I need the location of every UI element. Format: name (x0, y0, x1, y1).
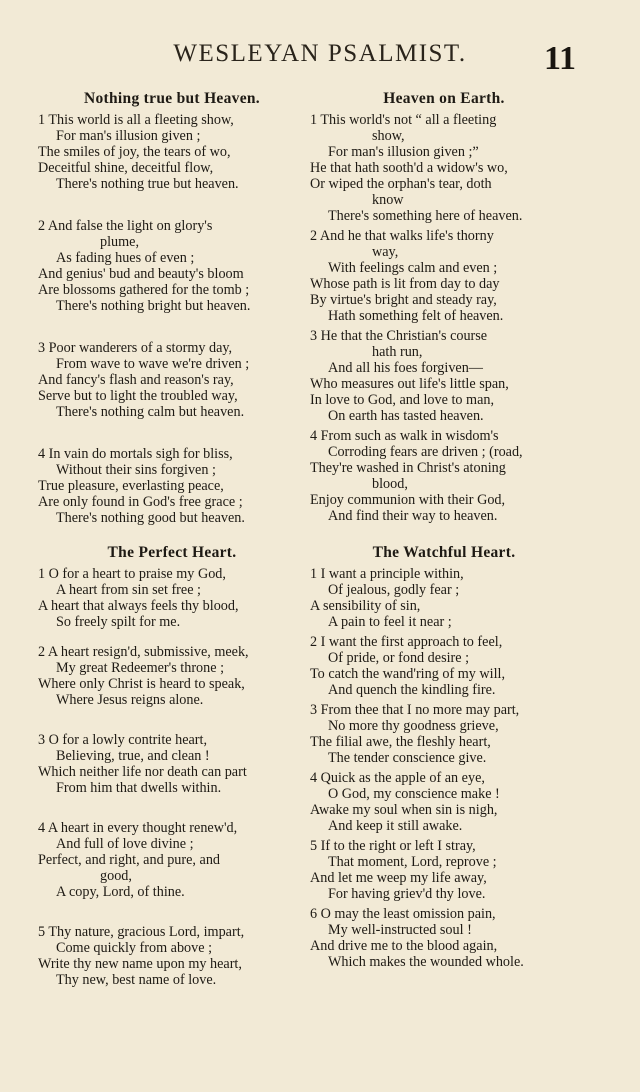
verse-line: 1 I want a principle within, (310, 566, 464, 582)
verse-line: 5 If to the right or left I stray, (310, 838, 476, 854)
hymn-title: The Watchful Heart. (372, 544, 516, 561)
verse-line: A heart that always feels thy blood, (38, 598, 239, 614)
verse-line: And keep it still awake. (328, 818, 463, 834)
stanza (310, 228, 578, 324)
verse-line: From him that dwells within. (56, 780, 222, 796)
verse-line: For having griev'd thy love. (328, 886, 486, 902)
verse-line: That moment, Lord, reprove ; (328, 854, 497, 870)
verse-line: A heart from sin set free ; (56, 582, 201, 598)
verse-line: Or wiped the orphan's tear, doth (310, 176, 492, 192)
verse-line: And all his foes forgiven— (328, 360, 483, 376)
verse-line: They're washed in Christ's atoning (310, 460, 506, 476)
stanza (310, 838, 578, 902)
verse-line: And full of love divine ; (56, 836, 194, 852)
verse-line: 1 O for a heart to praise my God, (38, 566, 226, 582)
stanza (38, 820, 306, 900)
stanza (310, 702, 578, 766)
verse-line: 3 Poor wanderers of a stormy day, (38, 340, 233, 356)
stanza (38, 218, 306, 314)
stanza (310, 634, 578, 698)
verse-line: Enjoy communion with their God, (310, 492, 506, 508)
verse-line: No more thy goodness grieve, (328, 718, 499, 734)
stanza (310, 428, 578, 524)
verse-line: 4 From such as walk in wisdom's (310, 428, 499, 444)
verse-line: For man's illusion given ; (56, 128, 201, 144)
verse-line: hath run, (372, 344, 423, 360)
verse-line: Whose path is lit from day to day (310, 276, 500, 292)
verse-line: From wave to wave we're driven ; (56, 356, 250, 372)
verse-line: plume, (100, 234, 140, 250)
verse-line: show, (372, 128, 405, 144)
verse-line: 4 Quick as the apple of an eye, (310, 770, 485, 786)
verse-line: way, (372, 244, 399, 260)
verse-line: And quench the kindling fire. (328, 682, 496, 698)
verse-line: O God, my conscience make ! (328, 786, 500, 802)
verse-line: 3 From thee that I no more may part, (310, 702, 520, 718)
verse-line: For man's illusion given ;” (328, 144, 479, 160)
verse-line: Of jealous, godly fear ; (328, 582, 460, 598)
stanza (38, 566, 306, 630)
hymn-the-watchful-heart (310, 542, 578, 970)
verse-line: A pain to feel it near ; (328, 614, 452, 630)
verse-line: Believing, true, and clean ! (56, 748, 210, 764)
stanza (310, 112, 578, 224)
verse-line: My great Redeemer's throne ; (56, 660, 225, 676)
stanza (38, 446, 306, 526)
verse-line: There's nothing good but heaven. (56, 510, 245, 526)
verse-line: 1 This world's not “ all a fleeting (310, 112, 497, 128)
verse-line: There's nothing true but heaven. (56, 176, 239, 192)
hymn-the-perfect-heart (38, 542, 306, 988)
hymn-title: The Perfect Heart. (107, 544, 237, 561)
verse-line: Where only Christ is heard to speak, (38, 676, 245, 692)
hymn-title: Nothing true but Heaven. (84, 90, 260, 107)
verse-line: 2 I want the first approach to feel, (310, 634, 503, 650)
verse-line: On earth has tasted heaven. (328, 408, 484, 424)
verse-line: So freely spilt for me. (56, 614, 181, 630)
running-title: WESLEYAN PSALMIST. (173, 40, 467, 67)
verse-line: In love to God, and love to man, (310, 392, 495, 408)
verse-line: The tender conscience give. (328, 750, 487, 766)
verse-line: good, (100, 868, 132, 884)
verse-line: A sensibility of sin, (310, 598, 421, 614)
stanza (310, 566, 578, 630)
stanza (38, 112, 306, 192)
verse-line: He that hath sooth'd a widow's wo, (310, 160, 508, 176)
verse-line: know (372, 192, 404, 208)
verse-line: 2 And false the light on glory's (38, 218, 213, 234)
verse-line: Awake my soul when sin is nigh, (310, 802, 498, 818)
verse-line: Write thy new name upon my heart, (38, 956, 242, 972)
stanza (38, 340, 306, 420)
verse-line: My well-instructed soul ! (328, 922, 472, 938)
verse-line: blood, (372, 476, 408, 492)
verse-line: There's nothing calm but heaven. (56, 404, 245, 420)
verse-line: A copy, Lord, of thine. (56, 884, 185, 900)
verse-line: Perfect, and right, and pure, and (38, 852, 221, 868)
verse-line: With feelings calm and even ; (328, 260, 498, 276)
stanza (310, 770, 578, 834)
stanza (38, 644, 306, 708)
hymn-nothing-true-but-heaven (38, 88, 306, 526)
stanza (310, 906, 578, 970)
verse-line: True pleasure, everlasting peace, (38, 478, 224, 494)
verse-line: Without their sins forgiven ; (56, 462, 216, 478)
stanza (38, 924, 306, 988)
verse-line: The smiles of joy, the tears of wo, (38, 144, 231, 160)
verse-line: 6 O may the least omission pain, (310, 906, 496, 922)
verse-line: 1 This world is all a fleeting show, (38, 112, 234, 128)
verse-line: And genius' bud and beauty's bloom (38, 266, 244, 282)
verse-line: 3 He that the Christian's course (310, 328, 488, 344)
verse-line: There's nothing bright but heaven. (56, 298, 251, 314)
verse-line: 4 A heart in every thought renew'd, (38, 820, 238, 836)
verse-line: Which makes the wounded whole. (328, 954, 524, 970)
verse-line: There's something here of heaven. (328, 208, 523, 224)
verse-line: The filial awe, the fleshly heart, (310, 734, 491, 750)
verse-line: Who measures out life's little span, (310, 376, 509, 392)
verse-line: Thy new, best name of love. (56, 972, 217, 988)
page-number: 11 (543, 40, 577, 77)
verse-line: And let me weep my life away, (310, 870, 487, 886)
verse-line: Corroding fears are driven ; (road, (328, 444, 523, 460)
verse-line: As fading hues of even ; (56, 250, 195, 266)
verse-line: Of pride, or fond desire ; (328, 650, 470, 666)
verse-line: Which neither life nor death can part (38, 764, 247, 780)
verse-line: And find their way to heaven. (328, 508, 498, 524)
verse-line: To catch the wand'ring of my will, (310, 666, 506, 682)
verse-line: 4 In vain do mortals sigh for bliss, (38, 446, 233, 462)
verse-line: Where Jesus reigns alone. (56, 692, 204, 708)
verse-line: Serve but to light the troubled way, (38, 388, 238, 404)
verse-line: Are only found in God's free grace ; (38, 494, 243, 510)
verse-line: 2 And he that walks life's thorny (310, 228, 494, 244)
stanza (38, 732, 306, 796)
verse-line: 3 O for a lowly contrite heart, (38, 732, 208, 748)
verse-line: And drive me to the blood again, (310, 938, 498, 954)
verse-line: 2 A heart resign'd, submissive, meek, (38, 644, 249, 660)
verse-line: By virtue's bright and steady ray, (310, 292, 497, 308)
verse-line: And fancy's flash and reason's ray, (38, 372, 234, 388)
verse-line: Deceitful shine, deceitful flow, (38, 160, 214, 176)
verse-line: 5 Thy nature, gracious Lord, impart, (38, 924, 245, 940)
hymn-heaven-on-earth (310, 88, 578, 524)
verse-line: Come quickly from above ; (56, 940, 213, 956)
stanza (310, 328, 578, 424)
verse-line: Are blossoms gathered for the tomb ; (38, 282, 250, 298)
verse-line: Hath something felt of heaven. (328, 308, 504, 324)
hymn-title: Heaven on Earth. (383, 90, 505, 107)
